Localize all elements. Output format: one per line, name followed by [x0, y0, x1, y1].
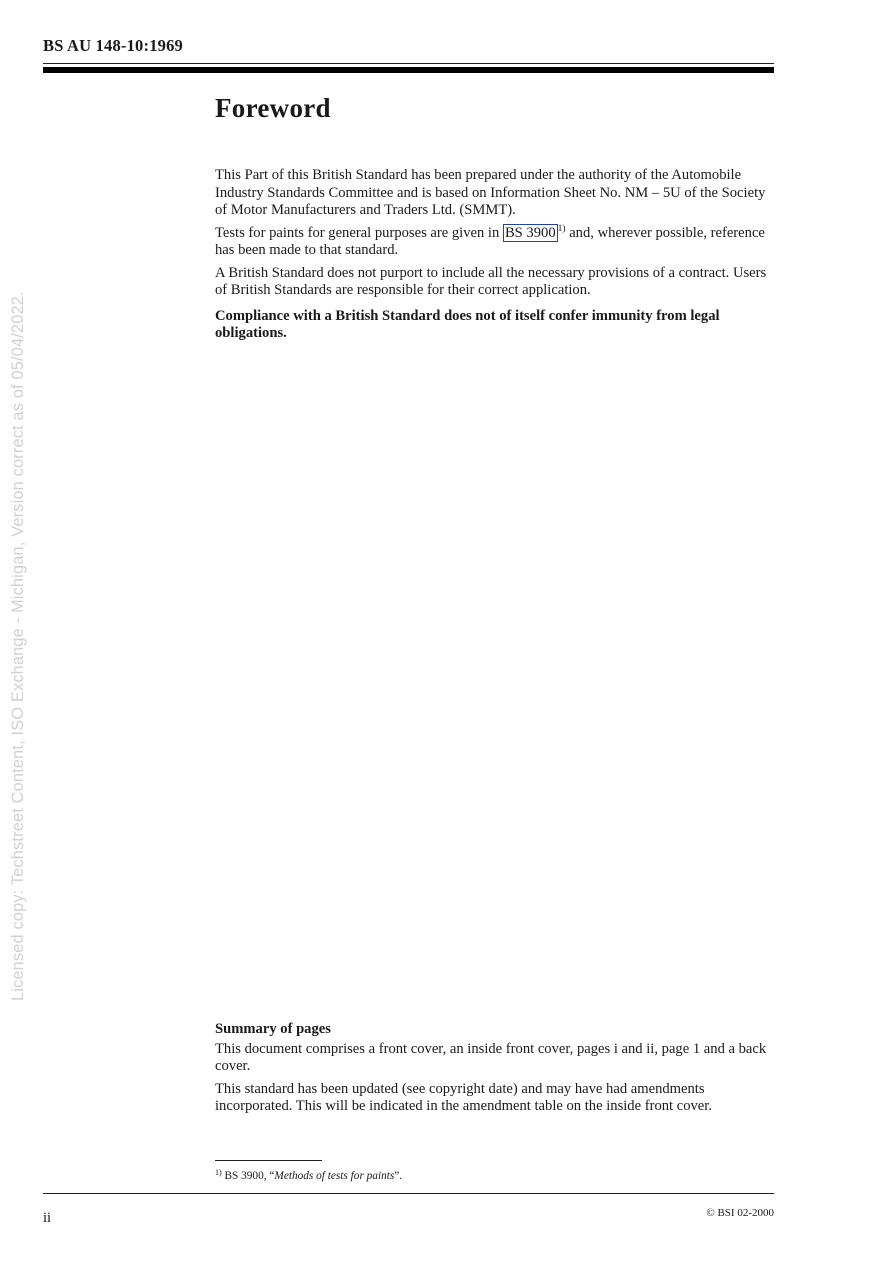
summary-paragraph-1: This document comprises a front cover, an inside front cover, pages i and ii, page 1 and a back cover.: [215, 1040, 767, 1074]
summary-paragraph-2: This standard has been updated (see copyright date) and may have had amendments incorporated. This will be indicated in the amendment table on the inside front cover.: [215, 1080, 712, 1114]
document-identifier: BS AU 148-10:1969: [43, 36, 183, 55]
foreword-paragraph-2: [215, 225, 780, 260]
foreword-heading: Foreword: [215, 93, 331, 123]
page-number: ii: [43, 1210, 52, 1226]
copyright-notice: © BSI 02-2000: [706, 1207, 774, 1219]
foreword-paragraph-1: This Part of this British Standard has been prepared under the authority of the Automobile Industry Standards Committee and is based on Information Sheet No. NM – 5U of the Society of Motor Manufacturers and Traders Ltd. (SMMT).: [215, 167, 766, 218]
foreword-paragraph-2-tail: and, wherever possible, reference has been made to that standard.: [215, 224, 765, 258]
header-rule-thick: [43, 67, 774, 73]
summary-of-pages: [215, 1021, 780, 1121]
footnote-end: ”.: [394, 1170, 403, 1182]
foreword-body: [215, 167, 780, 348]
header-rule-thin: [43, 63, 774, 64]
bs-3900-link[interactable]: BS 3900: [504, 224, 556, 241]
foreword-paragraph-2-text: Tests for paints for general purposes are given in: [215, 224, 503, 241]
footnote-ref: BS 3900, “: [221, 1170, 275, 1182]
footnote: [215, 1169, 402, 1183]
footnote-reference-1[interactable]: 1): [557, 223, 566, 234]
license-watermark: Licensed copy: Techstreet Content, ISO Exchange - Michigan, Version correct as of 05/04/2022.: [9, 291, 27, 1001]
footer-rule: [43, 1193, 774, 1194]
compliance-statement: Compliance with a British Standard does not of itself confer immunity from legal obligations.: [215, 307, 720, 341]
foreword-paragraph-3: A British Standard does not purport to include all the necessary provisions of a contract. Users of British Standards are responsible for their correct application.: [215, 264, 767, 298]
summary-heading: Summary of pages: [215, 1021, 331, 1037]
footnote-title: Methods of tests for paints: [274, 1170, 395, 1182]
footnote-rule: [215, 1160, 322, 1161]
footnote-marker: 1): [215, 1168, 222, 1177]
